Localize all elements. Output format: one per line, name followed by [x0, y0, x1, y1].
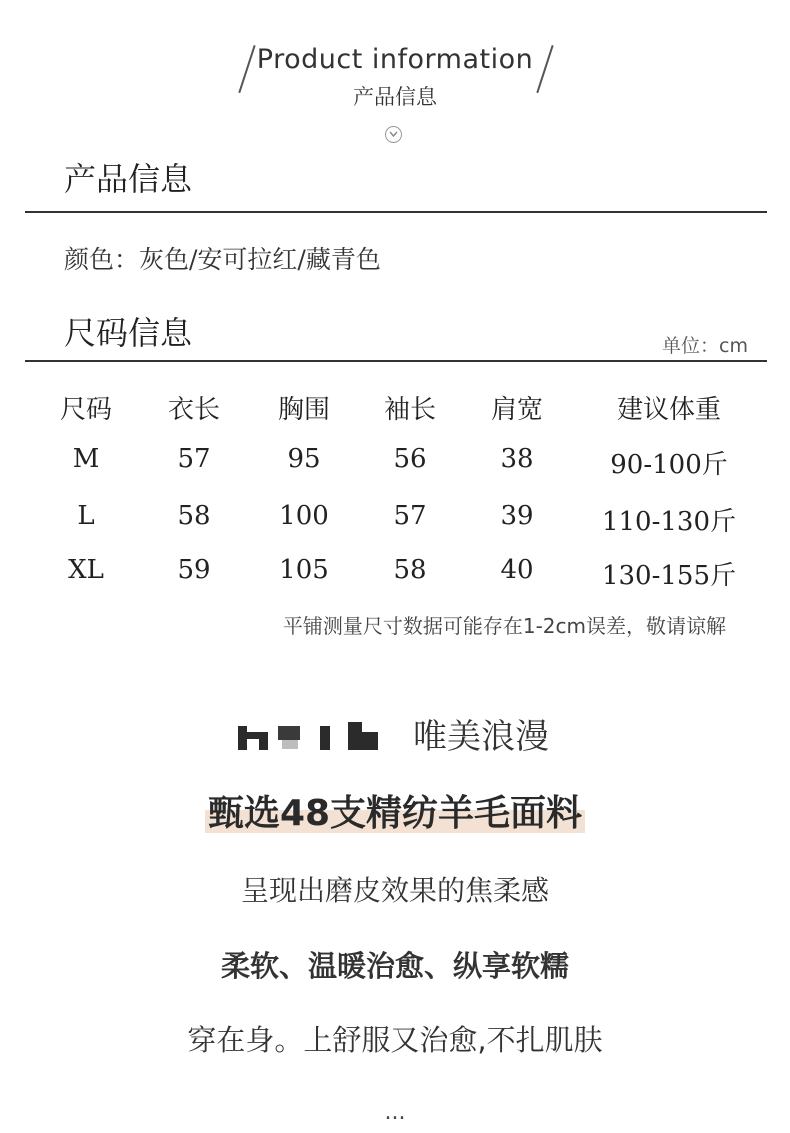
- size-table-cell: 56: [393, 444, 427, 474]
- size-table-cell: 95: [287, 444, 321, 474]
- size-info-divider: [25, 360, 767, 362]
- feature-line-2: 柔软、温暖治愈、纵享软糯: [220, 949, 569, 983]
- size-table-cell: 90-100斤: [610, 450, 728, 480]
- more-ellipsis: ...: [384, 1100, 406, 1125]
- size-table-cell: 39: [500, 501, 534, 531]
- size-table-cell: XL: [68, 555, 104, 585]
- size-table-header: 肩宽: [490, 395, 543, 425]
- size-table-cell: 110-130斤: [601, 507, 737, 537]
- size-table-cell: 105: [279, 555, 329, 585]
- color-options-text: 颜色：灰色/安可拉红/藏青色: [64, 245, 381, 274]
- size-info-title: 尺码信息: [64, 314, 193, 352]
- size-table-cell: 57: [177, 444, 211, 474]
- size-table-cell: 57: [393, 501, 427, 531]
- feature-line-1: 呈现出磨皮效果的焦柔感: [240, 874, 549, 907]
- size-table-cell: L: [77, 501, 95, 531]
- pixelated-brand-logo: [238, 718, 383, 750]
- brand-tagline: 唯美浪漫: [413, 717, 549, 757]
- feature-line-3: 穿在身。上舒服又治愈,不扎肌肤: [187, 1023, 603, 1057]
- fabric-headline: 甄选48支精纺羊毛面料: [207, 793, 583, 834]
- size-table-cell: 130-155斤: [601, 561, 737, 591]
- chevron-down-circle-icon: [385, 126, 402, 143]
- unit-label: 单位：cm: [662, 335, 748, 357]
- size-table-cell: 40: [500, 555, 534, 585]
- header-title-cn: 产品信息: [353, 85, 437, 109]
- size-table-header: 建议体重: [616, 395, 721, 425]
- size-table-cell: 100: [279, 501, 329, 531]
- size-table-cell: 58: [177, 501, 211, 531]
- product-info-divider: [25, 211, 767, 213]
- size-table-header: 尺码: [59, 395, 112, 425]
- measurement-note: 平铺测量尺寸数据可能存在1-2cm误差，敬请谅解: [282, 614, 726, 638]
- size-table-cell: 59: [177, 555, 211, 585]
- size-table-cell: M: [72, 444, 100, 474]
- size-table-cell: 38: [500, 444, 534, 474]
- size-table-cell: 58: [393, 555, 427, 585]
- size-table-header: 衣长: [167, 395, 220, 425]
- product-info-title: 产品信息: [64, 160, 193, 198]
- header-title-en: Product information: [256, 44, 534, 75]
- size-table-header: 胸围: [277, 395, 330, 425]
- size-table-header: 袖长: [383, 395, 436, 425]
